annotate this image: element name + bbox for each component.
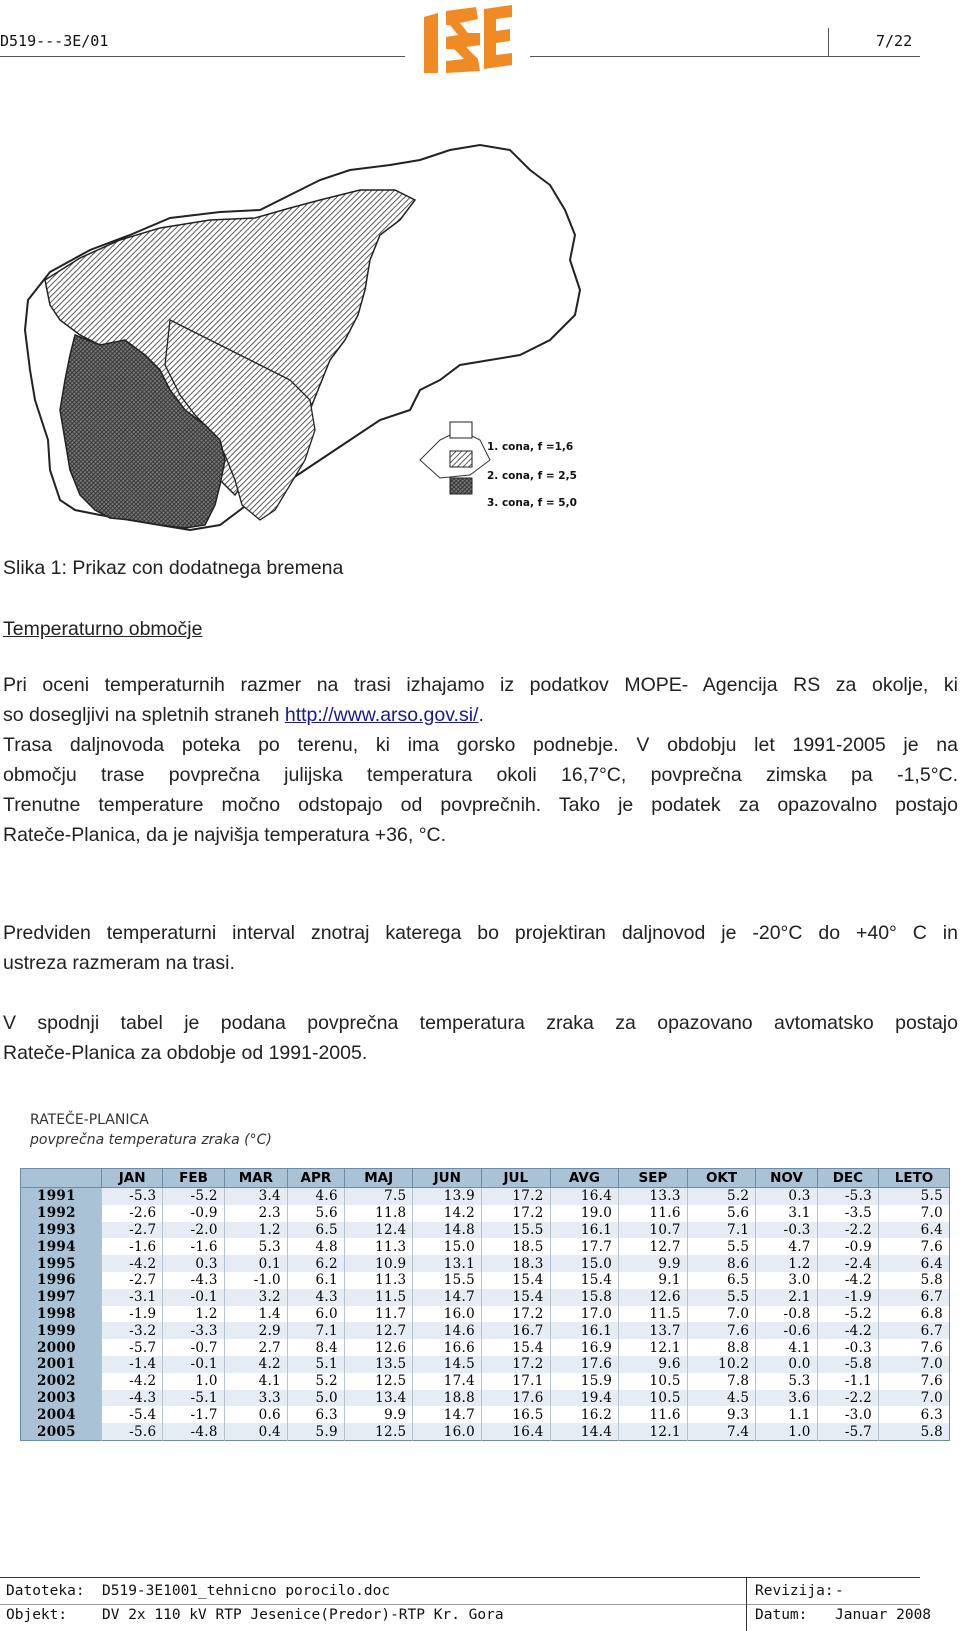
table-cell: 17.4 bbox=[413, 1373, 482, 1390]
table-cell: -0.3 bbox=[756, 1222, 817, 1239]
legend-swatch-zone2 bbox=[450, 451, 472, 467]
table-cell: 3.4 bbox=[224, 1188, 287, 1205]
table-cell: 10.5 bbox=[619, 1390, 688, 1407]
table-cell: -5.3 bbox=[817, 1188, 878, 1205]
column-header-mar: MAR bbox=[224, 1169, 287, 1188]
table-cell: 18.5 bbox=[482, 1238, 551, 1255]
table-cell: 16.1 bbox=[550, 1322, 619, 1339]
table-cell: -2.2 bbox=[817, 1390, 878, 1407]
table-cell: 10.2 bbox=[687, 1356, 756, 1373]
table-cell: 11.7 bbox=[344, 1306, 413, 1323]
table-cell: 16.1 bbox=[550, 1222, 619, 1239]
table-cell: 4.6 bbox=[287, 1188, 344, 1205]
table-cell: 6.4 bbox=[879, 1255, 950, 1272]
paragraph3-line1: V spodnji tabel je podana povprečna temperatura zraka za opazovano avtomatsko postajo bbox=[3, 1012, 958, 1034]
table-cell: 5.9 bbox=[287, 1423, 344, 1440]
table-cell: -1.9 bbox=[102, 1306, 163, 1323]
table-cell: 14.5 bbox=[413, 1356, 482, 1373]
table-cell: 15.0 bbox=[413, 1238, 482, 1255]
table-cell: 15.4 bbox=[482, 1272, 551, 1289]
table-cell: -3.1 bbox=[102, 1289, 163, 1306]
table-cell: 7.5 bbox=[344, 1188, 413, 1205]
table-row bbox=[21, 1356, 950, 1373]
footer-rule-top bbox=[0, 1577, 920, 1578]
table-cell: 3.2 bbox=[224, 1289, 287, 1306]
column-header-jan: JAN bbox=[102, 1169, 163, 1188]
table-row bbox=[21, 1423, 950, 1440]
table-cell: -0.9 bbox=[163, 1205, 224, 1222]
table-cell: 17.0 bbox=[550, 1306, 619, 1323]
row-year: 1992 bbox=[21, 1205, 102, 1222]
paragraph2-line2: ustreza razmeram na trasi. bbox=[3, 952, 235, 974]
table-cell: -0.6 bbox=[756, 1322, 817, 1339]
table-cell: -1.9 bbox=[817, 1289, 878, 1306]
table-cell: 3.3 bbox=[224, 1390, 287, 1407]
table-cell: 6.7 bbox=[879, 1322, 950, 1339]
row-year: 1998 bbox=[21, 1306, 102, 1323]
table-cell: 11.3 bbox=[344, 1272, 413, 1289]
table-cell: -5.6 bbox=[102, 1423, 163, 1440]
table-title: RATEČE-PLANICA bbox=[30, 1112, 149, 1128]
table-cell: 14.8 bbox=[413, 1222, 482, 1239]
table-cell: -2.7 bbox=[102, 1222, 163, 1239]
table-cell: 10.5 bbox=[619, 1373, 688, 1390]
row-year: 1991 bbox=[21, 1188, 102, 1205]
row-year: 2005 bbox=[21, 1423, 102, 1440]
table-cell: 7.6 bbox=[879, 1238, 950, 1255]
paragraph1-line2-end: . bbox=[478, 704, 484, 726]
table-cell: -5.7 bbox=[102, 1339, 163, 1356]
table-cell: 11.6 bbox=[619, 1406, 688, 1423]
table-cell: 16.0 bbox=[413, 1423, 482, 1440]
row-year: 1995 bbox=[21, 1255, 102, 1272]
table-cell: 6.0 bbox=[287, 1306, 344, 1323]
table-cell: 11.6 bbox=[619, 1205, 688, 1222]
table-row bbox=[21, 1322, 950, 1339]
table-cell: -1.0 bbox=[224, 1272, 287, 1289]
document-code: D519---3E/01 bbox=[0, 32, 109, 50]
column-header-okt: OKT bbox=[687, 1169, 756, 1188]
table-cell: -2.4 bbox=[817, 1255, 878, 1272]
legend-swatch-zone1 bbox=[450, 422, 472, 438]
paragraph1-line1: Pri oceni temperaturnih razmer na trasi izhajamo iz podatkov MOPE- Agencija RS za okolje, ki bbox=[3, 674, 958, 696]
table-cell: 5.3 bbox=[224, 1238, 287, 1255]
table-cell: -2.7 bbox=[102, 1272, 163, 1289]
table-cell: 15.4 bbox=[482, 1339, 551, 1356]
table-cell: 5.2 bbox=[287, 1373, 344, 1390]
table-cell: 16.6 bbox=[413, 1339, 482, 1356]
table-cell: -0.7 bbox=[163, 1339, 224, 1356]
table-cell: 4.1 bbox=[224, 1373, 287, 1390]
table-cell: 7.6 bbox=[879, 1339, 950, 1356]
table-cell: -1.6 bbox=[163, 1238, 224, 1255]
table-cell: 5.0 bbox=[287, 1390, 344, 1407]
table-cell: 3.6 bbox=[756, 1390, 817, 1407]
table-cell: -3.2 bbox=[102, 1322, 163, 1339]
legend-zone1: 1. cona, f =1,6 bbox=[487, 441, 574, 453]
table-cell: 17.1 bbox=[482, 1373, 551, 1390]
table-row bbox=[21, 1222, 950, 1239]
legend-zone2: 2. cona, f = 2,5 bbox=[487, 470, 577, 482]
table-cell: -2.2 bbox=[817, 1222, 878, 1239]
paragraph2-line1: Predviden temperaturni interval znotraj katerega bo projektiran daljnovod je -20°C do +40° C in bbox=[3, 922, 958, 944]
table-cell: 9.9 bbox=[344, 1406, 413, 1423]
table-cell: 19.0 bbox=[550, 1205, 619, 1222]
table-cell: 14.7 bbox=[413, 1289, 482, 1306]
table-cell: 2.7 bbox=[224, 1339, 287, 1356]
table-cell: 17.7 bbox=[550, 1238, 619, 1255]
table-cell: 8.8 bbox=[687, 1339, 756, 1356]
table-cell: 15.8 bbox=[550, 1289, 619, 1306]
table-cell: -4.2 bbox=[102, 1255, 163, 1272]
table-cell: 16.2 bbox=[550, 1406, 619, 1423]
row-year: 2001 bbox=[21, 1356, 102, 1373]
table-cell: 19.4 bbox=[550, 1390, 619, 1407]
table-cell: -0.1 bbox=[163, 1356, 224, 1373]
table-cell: 17.6 bbox=[482, 1390, 551, 1407]
table-cell: 13.7 bbox=[619, 1322, 688, 1339]
table-cell: 5.8 bbox=[879, 1272, 950, 1289]
table-body bbox=[21, 1188, 950, 1441]
table-cell: 1.4 bbox=[224, 1306, 287, 1323]
table-cell: 4.8 bbox=[287, 1238, 344, 1255]
table-cell: 1.0 bbox=[756, 1423, 817, 1440]
table-cell: 15.5 bbox=[482, 1222, 551, 1239]
table-cell: 4.3 bbox=[287, 1289, 344, 1306]
header-corner bbox=[21, 1169, 102, 1188]
table-cell: -5.3 bbox=[102, 1188, 163, 1205]
section-heading: Temperaturno območje bbox=[3, 618, 203, 640]
column-header-jul: JUL bbox=[482, 1169, 551, 1188]
table-cell: 7.0 bbox=[879, 1390, 950, 1407]
header-divider bbox=[828, 28, 829, 56]
footer-rule-middle bbox=[0, 1604, 920, 1605]
paragraph1-line2-text: so dosegljivi na spletnih straneh bbox=[3, 704, 285, 726]
table-cell: -0.9 bbox=[817, 1238, 878, 1255]
footer-date-label: Datum: bbox=[755, 1607, 808, 1623]
table-cell: 15.0 bbox=[550, 1255, 619, 1272]
table-cell: 5.1 bbox=[287, 1356, 344, 1373]
table-cell: -3.5 bbox=[817, 1205, 878, 1222]
table-cell: 15.9 bbox=[550, 1373, 619, 1390]
paragraph-table-intro bbox=[3, 1008, 958, 1068]
table-cell: 16.9 bbox=[550, 1339, 619, 1356]
paragraph1-line5: Trenutne temperature močno odstopajo od povprečnih. Tako je podatek za opazovalno postajo bbox=[3, 794, 958, 816]
row-year: 1993 bbox=[21, 1222, 102, 1239]
row-year: 1999 bbox=[21, 1322, 102, 1339]
table-cell: 13.3 bbox=[619, 1188, 688, 1205]
paragraph1-line4: območju trase povprečna julijska temperatura okoli 16,7°C, povprečna zimska pa -1,5°C. bbox=[3, 764, 958, 786]
ibe-logo bbox=[420, 3, 515, 75]
table-cell: 12.7 bbox=[619, 1238, 688, 1255]
table-cell: 1.2 bbox=[163, 1306, 224, 1323]
table-cell: 10.9 bbox=[344, 1255, 413, 1272]
table-cell: 18.3 bbox=[482, 1255, 551, 1272]
table-cell: 5.5 bbox=[687, 1238, 756, 1255]
paragraph1-line3: Trasa daljnovoda poteka po terenu, ki ima gorsko podnebje. V obdobju let 1991-2005 je na bbox=[3, 734, 958, 756]
row-year: 2004 bbox=[21, 1406, 102, 1423]
table-cell: 12.1 bbox=[619, 1423, 688, 1440]
table-cell: 1.2 bbox=[224, 1222, 287, 1239]
table-cell: 16.5 bbox=[482, 1406, 551, 1423]
table-cell: 2.1 bbox=[756, 1289, 817, 1306]
row-year: 2002 bbox=[21, 1373, 102, 1390]
table-row bbox=[21, 1205, 950, 1222]
footer-file-value: D519-3E1001_tehnicno porocilo.doc bbox=[102, 1583, 391, 1599]
table-cell: 17.2 bbox=[482, 1356, 551, 1373]
table-cell: 13.1 bbox=[413, 1255, 482, 1272]
table-cell: 9.1 bbox=[619, 1272, 688, 1289]
table-subtitle: povprečna temperatura zraka (°C) bbox=[30, 1132, 272, 1148]
table-cell: -5.2 bbox=[817, 1306, 878, 1323]
table-cell: 17.2 bbox=[482, 1306, 551, 1323]
table-cell: 4.1 bbox=[756, 1339, 817, 1356]
table-cell: -4.8 bbox=[163, 1423, 224, 1440]
table-row bbox=[21, 1238, 950, 1255]
table-cell: 17.2 bbox=[482, 1205, 551, 1222]
row-year: 1994 bbox=[21, 1238, 102, 1255]
table-cell: 5.3 bbox=[756, 1373, 817, 1390]
table-cell: 1.0 bbox=[163, 1373, 224, 1390]
arso-link[interactable]: http://www.arso.gov.si/ bbox=[284, 704, 479, 726]
table-cell: -4.2 bbox=[817, 1272, 878, 1289]
table-cell: 1.1 bbox=[756, 1406, 817, 1423]
table-cell: 17.2 bbox=[482, 1188, 551, 1205]
table-cell: -1.7 bbox=[163, 1406, 224, 1423]
table-cell: -2.6 bbox=[102, 1205, 163, 1222]
table-cell: 13.5 bbox=[344, 1356, 413, 1373]
column-header-leto: LETO bbox=[879, 1169, 950, 1188]
table-cell: 12.4 bbox=[344, 1222, 413, 1239]
table-cell: -3.3 bbox=[163, 1322, 224, 1339]
legend-swatch-zone3 bbox=[450, 478, 472, 494]
table-cell: -2.0 bbox=[163, 1222, 224, 1239]
footer-revision-value: - bbox=[835, 1583, 844, 1599]
table-cell: 5.5 bbox=[687, 1289, 756, 1306]
footer-object-label: Objekt: bbox=[6, 1607, 68, 1623]
row-year: 2000 bbox=[21, 1339, 102, 1356]
table-cell: 4.2 bbox=[224, 1356, 287, 1373]
table-row bbox=[21, 1339, 950, 1356]
footer-revision-label: Revizija: bbox=[755, 1583, 834, 1599]
column-header-sep: SEP bbox=[619, 1169, 688, 1188]
table-cell: 1.2 bbox=[756, 1255, 817, 1272]
table-cell: 9.9 bbox=[619, 1255, 688, 1272]
table-row bbox=[21, 1306, 950, 1323]
table-cell: 9.3 bbox=[687, 1406, 756, 1423]
page-number: 7/22 bbox=[876, 32, 913, 50]
row-year: 2003 bbox=[21, 1390, 102, 1407]
table-cell: 8.4 bbox=[287, 1339, 344, 1356]
table-cell: 5.6 bbox=[687, 1205, 756, 1222]
table-cell: 7.6 bbox=[879, 1373, 950, 1390]
table-cell: 0.3 bbox=[756, 1188, 817, 1205]
table-cell: 13.4 bbox=[344, 1390, 413, 1407]
table-cell: 11.5 bbox=[344, 1289, 413, 1306]
temperature-table bbox=[20, 1168, 950, 1441]
row-year: 1996 bbox=[21, 1272, 102, 1289]
table-cell: 0.6 bbox=[224, 1406, 287, 1423]
table-cell: 12.6 bbox=[344, 1339, 413, 1356]
table-cell: 7.1 bbox=[287, 1322, 344, 1339]
table-cell: -5.4 bbox=[102, 1406, 163, 1423]
table-cell: 7.0 bbox=[879, 1356, 950, 1373]
legend-zone3: 3. cona, f = 5,0 bbox=[487, 497, 577, 509]
table-cell: 14.2 bbox=[413, 1205, 482, 1222]
table-cell: -4.3 bbox=[102, 1390, 163, 1407]
column-header-nov: NOV bbox=[756, 1169, 817, 1188]
table-cell: 3.1 bbox=[756, 1205, 817, 1222]
table-cell: 15.4 bbox=[482, 1289, 551, 1306]
table-cell: 5.5 bbox=[879, 1188, 950, 1205]
table-cell: 0.1 bbox=[224, 1255, 287, 1272]
table-header-row bbox=[21, 1169, 950, 1188]
table-cell: -5.2 bbox=[163, 1188, 224, 1205]
table-cell: 16.7 bbox=[482, 1322, 551, 1339]
table-cell: -1.1 bbox=[817, 1373, 878, 1390]
table-row bbox=[21, 1373, 950, 1390]
table-cell: 6.2 bbox=[287, 1255, 344, 1272]
table-cell: 12.7 bbox=[344, 1322, 413, 1339]
table-cell: 5.6 bbox=[287, 1205, 344, 1222]
footer-divider bbox=[746, 1577, 747, 1631]
header-rule-left bbox=[0, 56, 405, 57]
table-cell: 5.2 bbox=[687, 1188, 756, 1205]
footer-date-value: Januar 2008 bbox=[835, 1607, 932, 1623]
table-cell: 14.7 bbox=[413, 1406, 482, 1423]
table-cell: 9.6 bbox=[619, 1356, 688, 1373]
table-cell: 11.3 bbox=[344, 1238, 413, 1255]
table-row bbox=[21, 1188, 950, 1205]
column-header-maj: MAJ bbox=[344, 1169, 413, 1188]
table-cell: 0.3 bbox=[163, 1255, 224, 1272]
table-cell: -4.3 bbox=[163, 1272, 224, 1289]
table-cell: 12.5 bbox=[344, 1423, 413, 1440]
table-cell: 14.4 bbox=[550, 1423, 619, 1440]
column-header-apr: APR bbox=[287, 1169, 344, 1188]
table-cell: 6.1 bbox=[287, 1272, 344, 1289]
paragraph-temperature-conditions bbox=[3, 670, 958, 850]
table-cell: 10.7 bbox=[619, 1222, 688, 1239]
table-cell: 2.9 bbox=[224, 1322, 287, 1339]
table-row bbox=[21, 1406, 950, 1423]
paragraph-temperature-interval bbox=[3, 918, 958, 978]
table-cell: 15.5 bbox=[413, 1272, 482, 1289]
table-cell: -4.2 bbox=[817, 1322, 878, 1339]
table-row bbox=[21, 1289, 950, 1306]
table-cell: -5.7 bbox=[817, 1423, 878, 1440]
table-cell: 6.5 bbox=[287, 1222, 344, 1239]
footer-object-value: DV 2x 110 kV RTP Jesenice(Predor)-RTP Kr. Gora bbox=[102, 1607, 504, 1623]
table-cell: 13.9 bbox=[413, 1188, 482, 1205]
table-cell: 7.8 bbox=[687, 1373, 756, 1390]
table-cell: 7.0 bbox=[687, 1306, 756, 1323]
table-cell: 18.8 bbox=[413, 1390, 482, 1407]
figure-caption: Slika 1: Prikaz con dodatnega bremena bbox=[3, 557, 344, 579]
table-row bbox=[21, 1255, 950, 1272]
table-cell: 6.7 bbox=[879, 1289, 950, 1306]
table-cell: 11.5 bbox=[619, 1306, 688, 1323]
table-cell: 12.5 bbox=[344, 1373, 413, 1390]
table-cell: -3.0 bbox=[817, 1406, 878, 1423]
table-cell: 2.3 bbox=[224, 1205, 287, 1222]
table-cell: 4.7 bbox=[756, 1238, 817, 1255]
table-cell: 16.4 bbox=[482, 1423, 551, 1440]
table-cell: 7.4 bbox=[687, 1423, 756, 1440]
table-cell: 0.4 bbox=[224, 1423, 287, 1440]
paragraph3-line2: Rateče-Planica za obdobje od 1991-2005. bbox=[3, 1042, 368, 1064]
table-cell: -0.3 bbox=[817, 1339, 878, 1356]
table-cell: -0.1 bbox=[163, 1289, 224, 1306]
table-cell: 12.6 bbox=[619, 1289, 688, 1306]
footer-file-label: Datoteka: bbox=[6, 1583, 85, 1599]
table-cell: 7.0 bbox=[879, 1205, 950, 1222]
column-header-avg: AVG bbox=[550, 1169, 619, 1188]
table-cell: 17.6 bbox=[550, 1356, 619, 1373]
table-cell: 15.4 bbox=[550, 1272, 619, 1289]
table-cell: 6.5 bbox=[687, 1272, 756, 1289]
table-cell: 7.1 bbox=[687, 1222, 756, 1239]
paragraph1-line2 bbox=[3, 700, 958, 730]
table-row bbox=[21, 1390, 950, 1407]
row-year: 1997 bbox=[21, 1289, 102, 1306]
column-header-dec: DEC bbox=[817, 1169, 878, 1188]
table-cell: 4.5 bbox=[687, 1390, 756, 1407]
column-header-feb: FEB bbox=[163, 1169, 224, 1188]
table-cell: 5.8 bbox=[879, 1423, 950, 1440]
table-cell: 6.3 bbox=[287, 1406, 344, 1423]
table-cell: -0.8 bbox=[756, 1306, 817, 1323]
table-cell: -5.8 bbox=[817, 1356, 878, 1373]
column-header-jun: JUN bbox=[413, 1169, 482, 1188]
table-cell: -4.2 bbox=[102, 1373, 163, 1390]
table-cell: 7.6 bbox=[687, 1322, 756, 1339]
table-cell: 11.8 bbox=[344, 1205, 413, 1222]
table-cell: 16.0 bbox=[413, 1306, 482, 1323]
table-cell: 14.6 bbox=[413, 1322, 482, 1339]
table-cell: 0.0 bbox=[756, 1356, 817, 1373]
paragraph1-line6: Rateče-Planica, da je najvišja temperatura +36, °C. bbox=[3, 824, 446, 846]
header-rule-right bbox=[530, 56, 920, 57]
table-cell: -1.4 bbox=[102, 1356, 163, 1373]
table-row bbox=[21, 1272, 950, 1289]
table-cell: -5.1 bbox=[163, 1390, 224, 1407]
table-cell: 6.4 bbox=[879, 1222, 950, 1239]
table-cell: 12.1 bbox=[619, 1339, 688, 1356]
table-cell: 6.3 bbox=[879, 1406, 950, 1423]
table-cell: -1.6 bbox=[102, 1238, 163, 1255]
table-cell: 8.6 bbox=[687, 1255, 756, 1272]
table-cell: 6.8 bbox=[879, 1306, 950, 1323]
table-cell: 3.0 bbox=[756, 1272, 817, 1289]
table-cell: 16.4 bbox=[550, 1188, 619, 1205]
